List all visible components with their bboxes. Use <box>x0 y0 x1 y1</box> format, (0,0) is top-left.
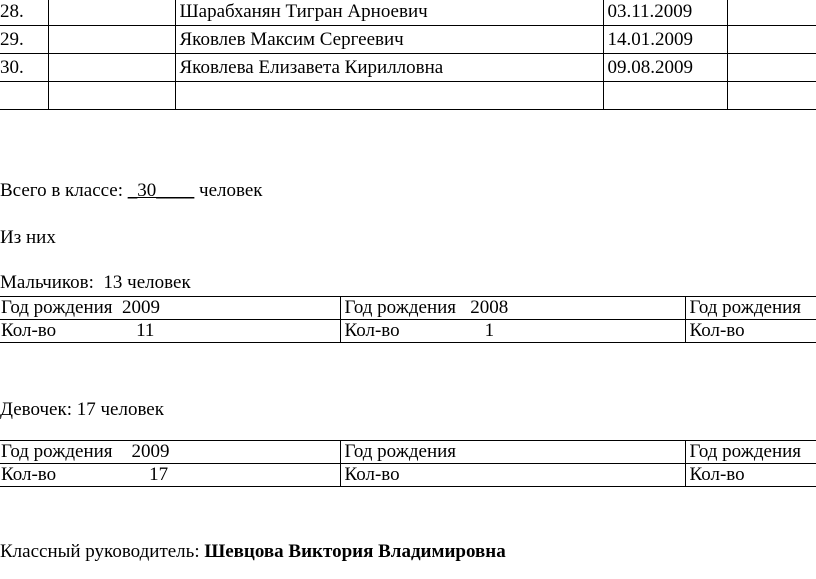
class-teacher-line <box>0 541 506 563</box>
row-number: 29. <box>0 26 48 54</box>
empty-cell <box>48 82 175 110</box>
birth-year-cell: Год рождения <box>685 441 816 464</box>
birth-year-cell: Год рождения 2009 <box>0 441 340 464</box>
student-name: Яковлев Максим Сергеевич <box>175 26 603 54</box>
count-label: Кол-во <box>1 464 57 485</box>
row-number <box>0 82 48 110</box>
empty-cell <box>727 26 816 54</box>
birth-date: 14.01.2009 <box>603 26 727 54</box>
boys-birth-year-table <box>0 296 816 343</box>
class-total-value: _30____ <box>127 180 195 201</box>
birth-year-cell: Год рождения 2008 <box>340 297 685 320</box>
empty-cell <box>727 54 816 82</box>
class-total-suffix: человек <box>194 180 263 201</box>
empty-cell <box>48 54 175 82</box>
count-cell <box>685 320 816 343</box>
count-value: 17 <box>149 464 169 485</box>
girls-birth-year-table <box>0 440 816 487</box>
girls-count-line: Девочек: 17 человек <box>0 399 164 420</box>
class-teacher-label: Классный руководитель: <box>0 541 205 562</box>
count-cell <box>340 320 685 343</box>
count-label: Кол-во <box>344 464 400 485</box>
student-roster-table <box>0 0 816 110</box>
count-cell <box>0 320 340 343</box>
table-row <box>0 26 816 54</box>
birth-year-cell: Год рождения <box>340 441 685 464</box>
class-total-line <box>0 180 263 202</box>
of-them-label: Из них <box>0 227 56 248</box>
table-row <box>0 0 816 26</box>
count-cell <box>0 464 340 487</box>
count-label: Кол-во <box>344 320 400 341</box>
row-number: 30. <box>0 54 48 82</box>
count-label: Кол-во <box>689 320 745 341</box>
birth-year-cell: Год рождения 2009 <box>0 297 340 320</box>
birth-date: 03.11.2009 <box>603 0 727 26</box>
birth-date <box>603 82 727 110</box>
empty-cell <box>727 0 816 26</box>
table-row <box>0 82 816 110</box>
birth-year-cell: Год рождения <box>685 297 816 320</box>
table-row <box>0 441 816 464</box>
count-cell <box>340 464 685 487</box>
count-cell <box>685 464 816 487</box>
count-label: Кол-во <box>689 464 745 485</box>
count-value: 1 <box>484 320 495 341</box>
student-name <box>175 82 603 110</box>
count-label: Кол-во <box>1 320 57 341</box>
empty-cell <box>48 26 175 54</box>
table-row <box>0 297 816 320</box>
class-teacher-name: Шевцова Виктория Владимировна <box>204 541 506 562</box>
count-value: 11 <box>136 320 155 341</box>
empty-cell <box>48 0 175 26</box>
student-name: Яковлева Елизавета Кирилловна <box>175 54 603 82</box>
student-name: Шарабханян Тигран Арноевич <box>175 0 603 26</box>
table-row <box>0 320 816 343</box>
class-total-prefix: Всего в классе: <box>0 180 128 201</box>
table-row <box>0 54 816 82</box>
row-number: 28. <box>0 0 48 26</box>
birth-date: 09.08.2009 <box>603 54 727 82</box>
empty-cell <box>727 82 816 110</box>
table-row <box>0 464 816 487</box>
boys-count-line: Мальчиков: 13 человек <box>0 272 191 293</box>
